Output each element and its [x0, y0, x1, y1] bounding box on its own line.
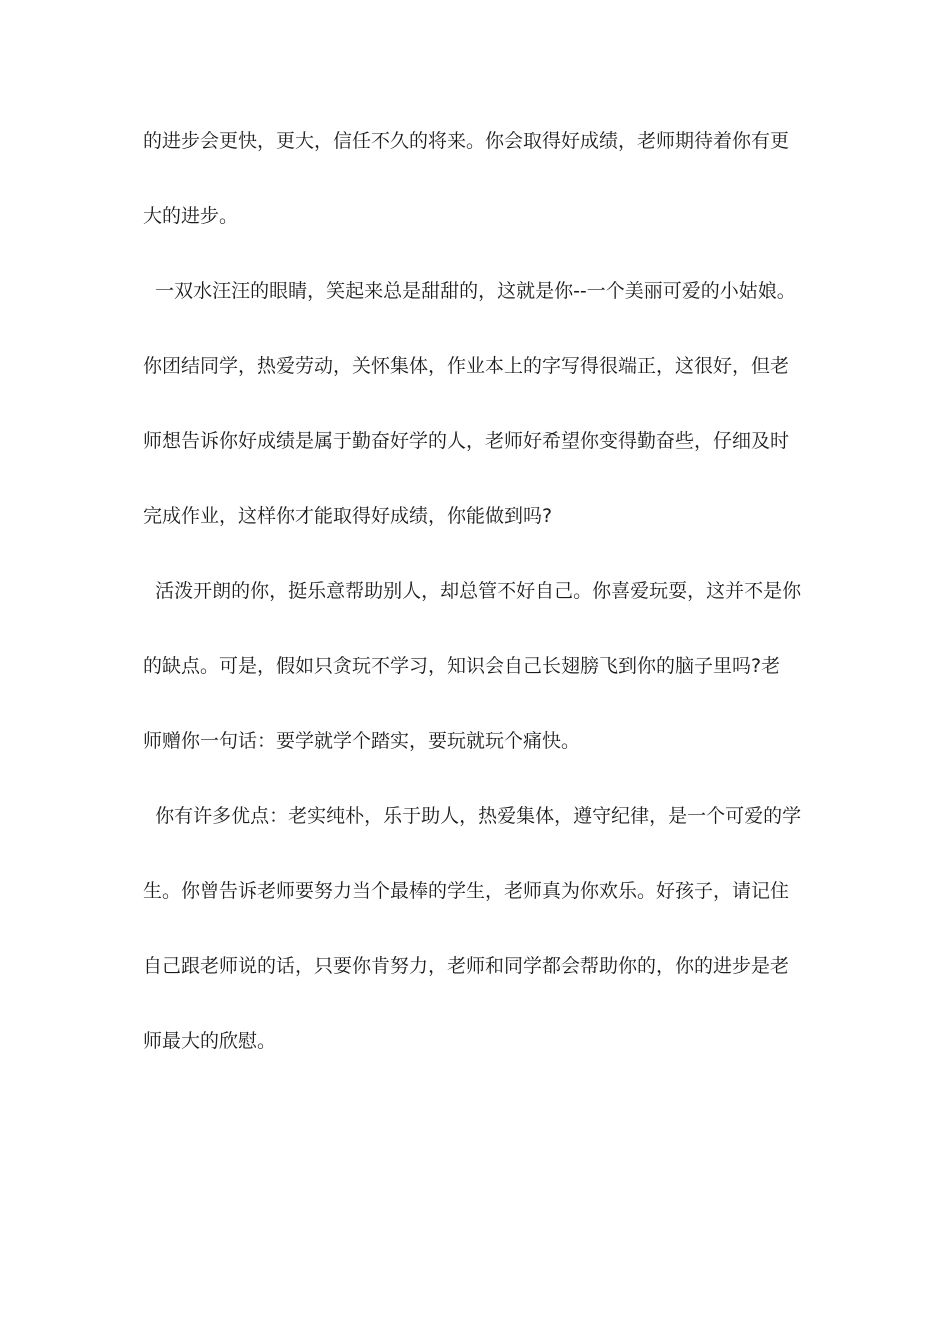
text-line: 一双水汪汪的眼睛，笑起来总是甜甜的，这就是你--一个美丽可爱的小姑娘。	[143, 280, 796, 302]
text-line: 的进步会更快，更大，信任不久的将来。你会取得好成绩，老师期待着你有更	[143, 130, 790, 152]
text-line: 大的进步。	[143, 205, 239, 227]
text-line: 活泼开朗的你，挺乐意帮助别人，却总管不好自己。你喜爱玩耍，这并不是你	[143, 580, 802, 602]
text-line: 自己跟老师说的话，只要你肯努力，老师和同学都会帮助你的，你的进步是老	[143, 955, 790, 977]
text-line: 你有许多优点：老实纯朴，乐于助人，热爱集体，遵守纪律，是一个可爱的学	[143, 805, 802, 827]
text-line: 师想告诉你好成绩是属于勤奋好学的人，老师好希望你变得勤奋些，仔细及时	[143, 430, 790, 452]
text-line: 生。你曾告诉老师要努力当个最棒的学生，老师真为你欢乐。好孩子，请记住	[143, 880, 790, 902]
text-line: 的缺点。可是，假如只贪玩不学习，知识会自己长翅膀飞到你的脑子里吗?老	[143, 655, 781, 677]
text-line: 你团结同学，热爱劳动，关怀集体，作业本上的字写得很端正，这很好，但老	[143, 355, 790, 377]
text-line: 师最大的欣慰。	[143, 1030, 277, 1052]
document-body	[143, 128, 813, 1103]
text-line: 完成作业，这样你才能取得好成绩，你能做到吗?	[143, 505, 553, 527]
text-line: 师赠你一句话：要学就学个踏实，要玩就玩个痛快。	[143, 730, 581, 752]
